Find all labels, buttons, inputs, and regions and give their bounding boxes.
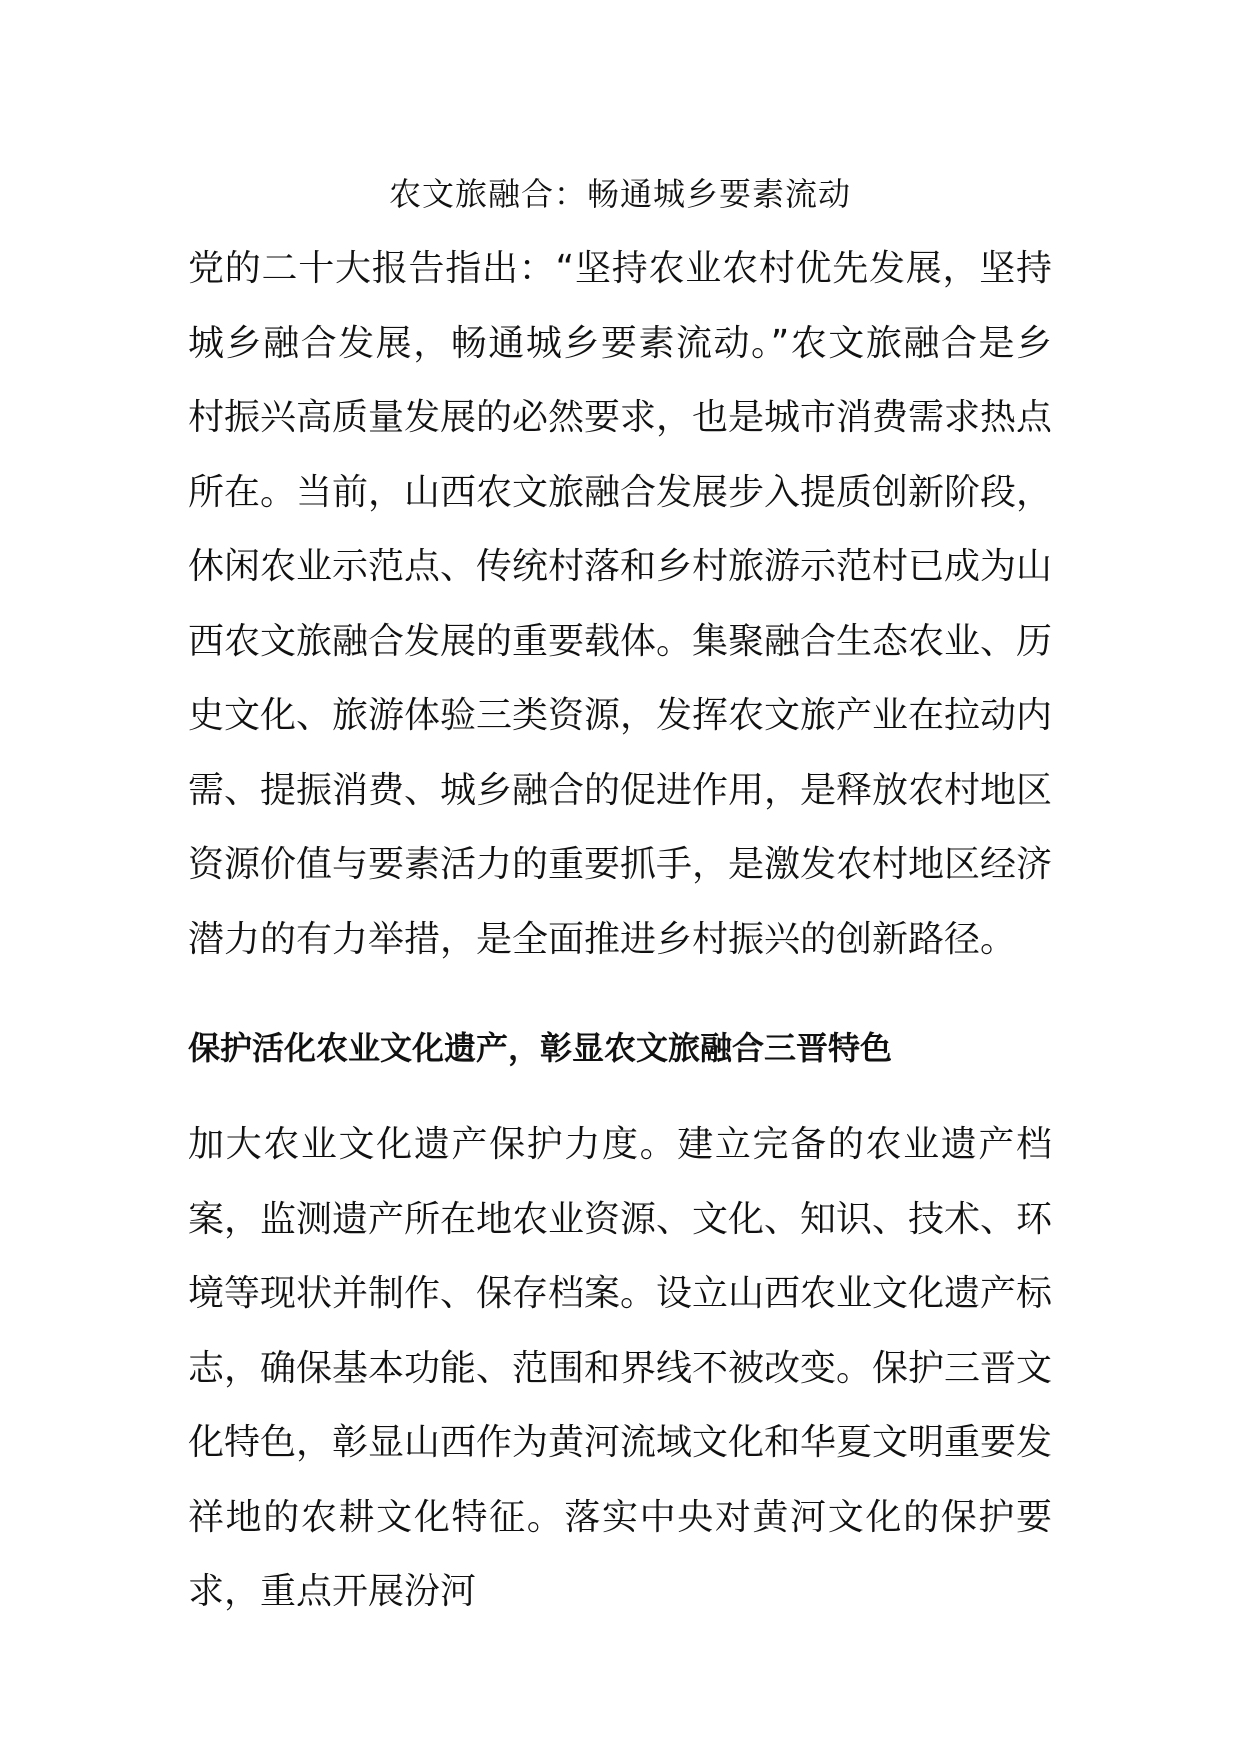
paragraph-intro: 党的二十大报告指出：“坚持农业农村优先发展，坚持城乡融合发展，畅通城乡要素流动。”农文旅融合是乡村振兴高质量发展的必然要求，也是城市消费需求热点所在。当前，山西农文旅融合发展步入提质创新阶段，休闲农业示范点、传统村落和乡村旅游示范村已成为山西农文旅融合发展的重要载体。集聚融合生态农业、历史文化、旅游体验三类资源，发挥农文旅产业在拉动内需、提振消费、城乡融合的促进作用，是释放农村地区资源价值与要素活力的重要抓手，是激发农村地区经济潜力的有力举措，是全面推进乡村振兴的创新路径。 <box>188 248 1053 960</box>
section-heading: 保护活化农业文化遗产，彰显农文旅融合三晋特色 <box>188 1029 893 1067</box>
document-title: 农文旅融合：畅通城乡要素流动 <box>388 175 851 213</box>
paragraph-heritage: 加大农业文化遗产保护力度。建立完备的农业遗产档案，监测遗产所在地农业资源、文化、知识、技术、环境等现状并制作、保存档案。设立山西农业文化遗产标志，确保基本功能、范围和界线不被改变。保护三晋文化特色，彰显山西作为黄河流域文化和华夏文明重要发祥地的农耕文化特征。落实中央对黄河文化的保护要求，重点开展汾河 <box>188 1124 1053 1612</box>
